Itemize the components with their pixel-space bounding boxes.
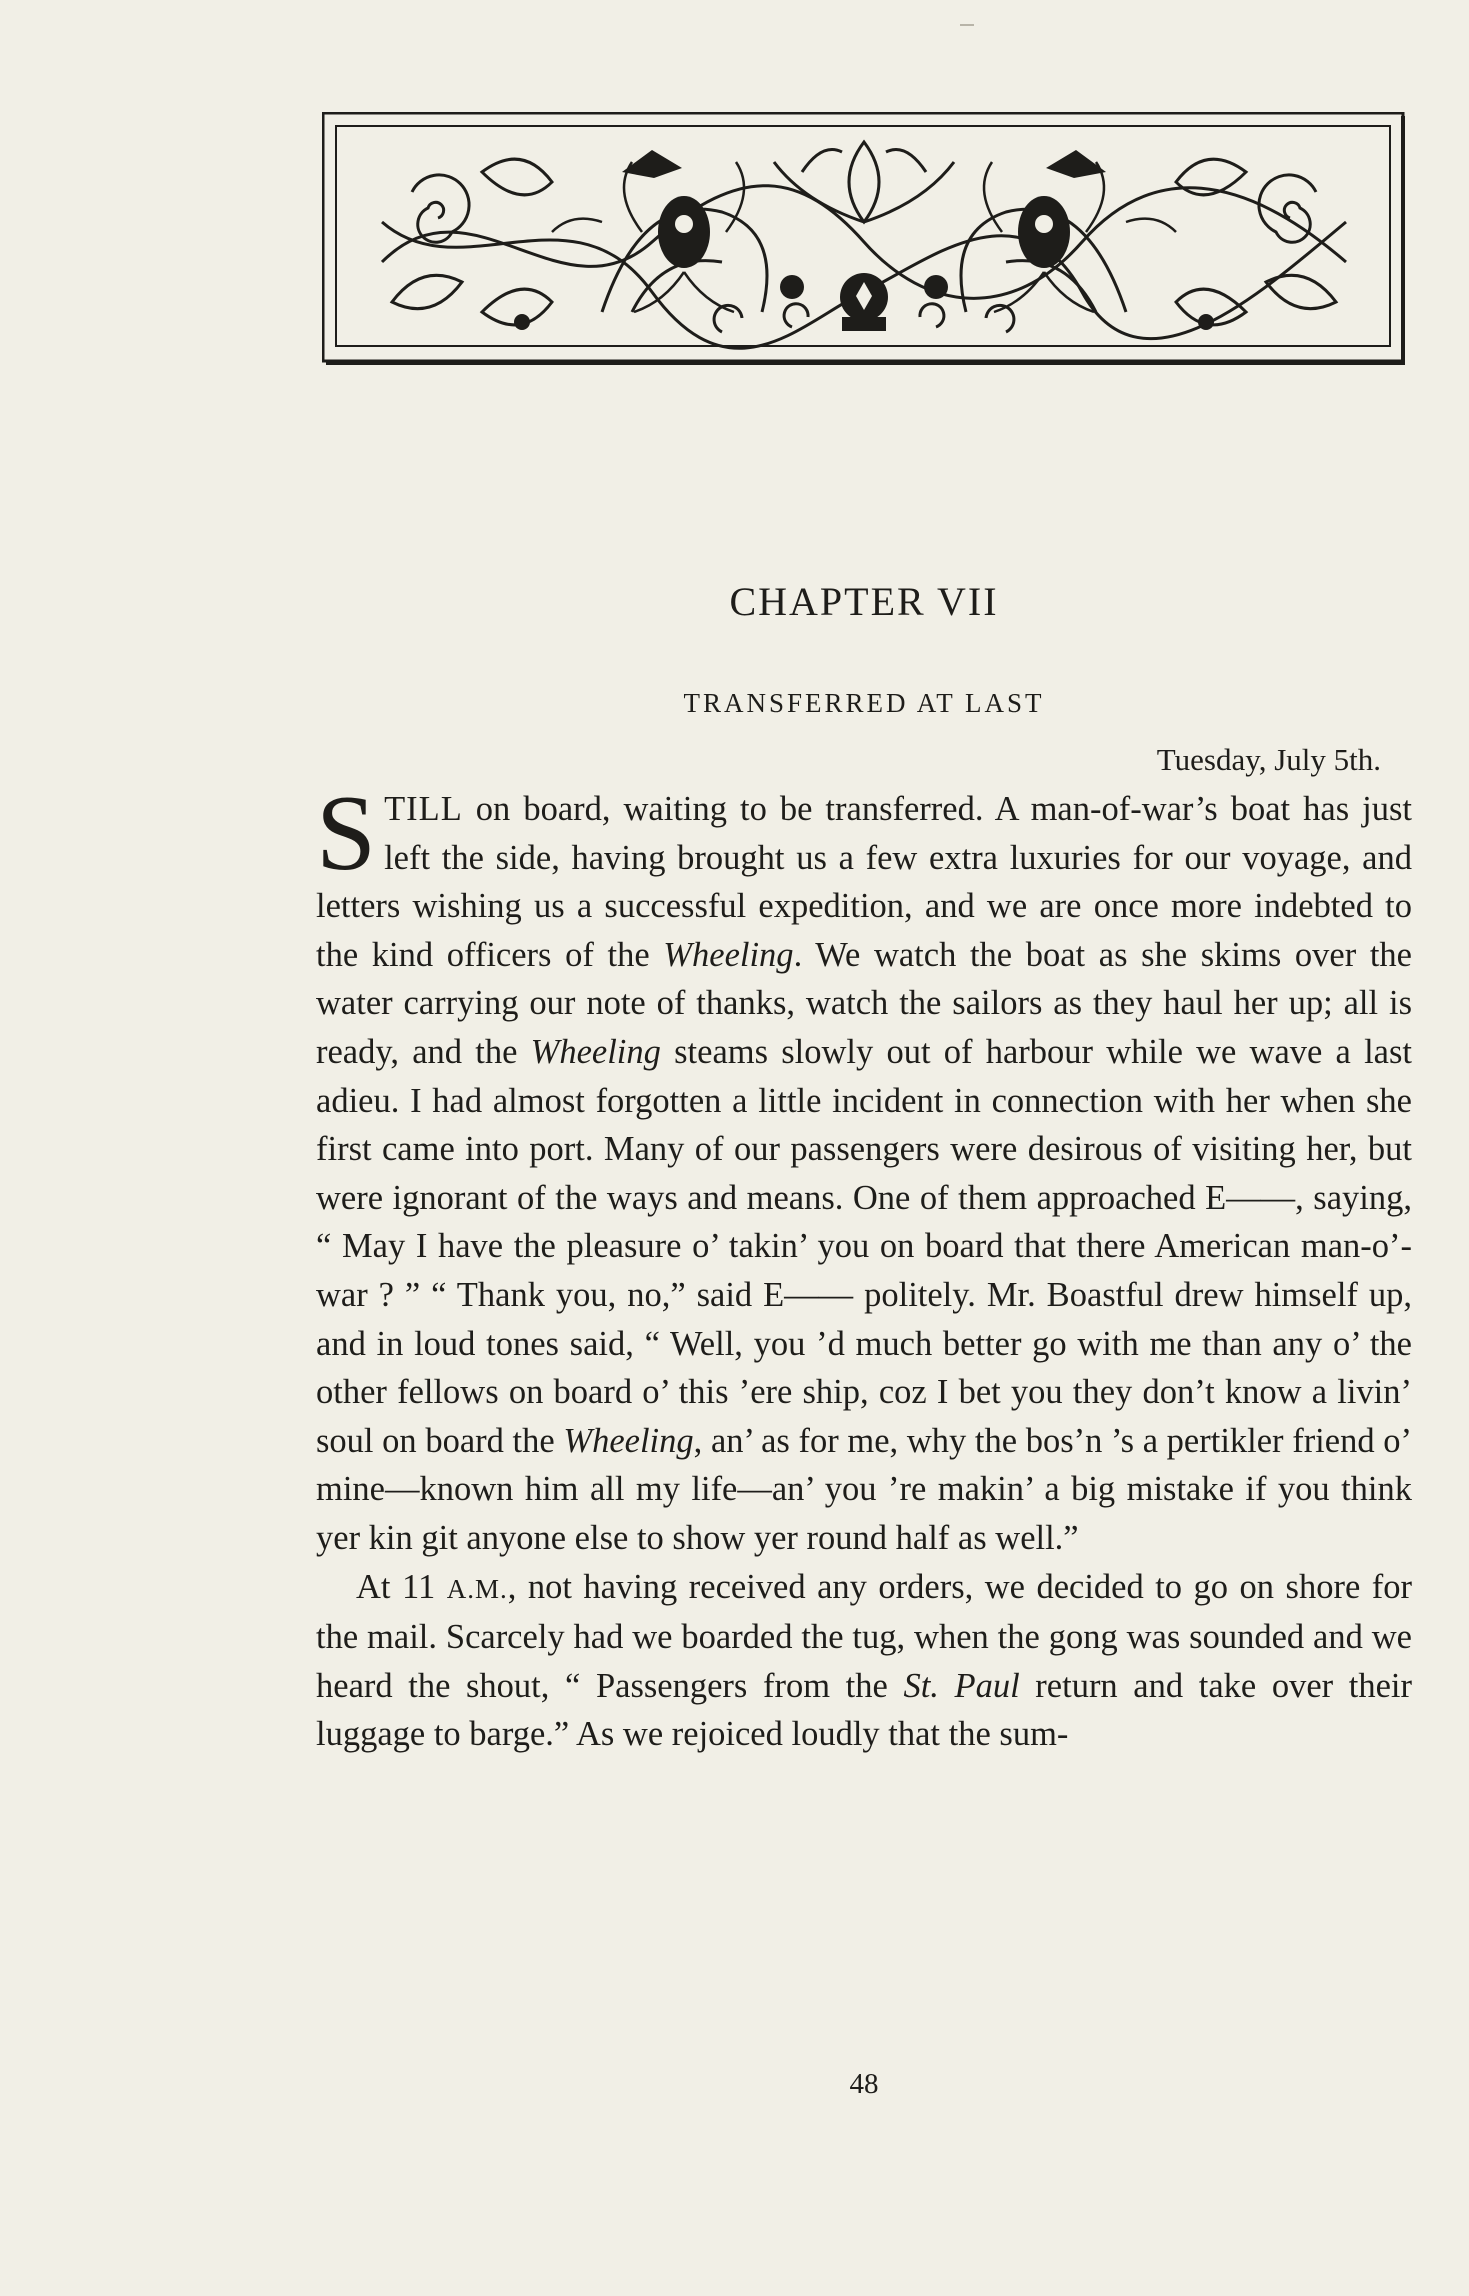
opening-word: TILL bbox=[384, 790, 463, 828]
paragraph-2-text-1: At 11 bbox=[356, 1567, 447, 1606]
ship-name: Wheeling bbox=[530, 1032, 661, 1071]
paragraph-1-text-2: . We watch the boat as she skims over the water carrying our note of thanks, watch the sailors as they haul her up; all is ready, and the bbox=[316, 935, 1412, 1071]
body-text bbox=[316, 774, 1412, 1759]
ship-name: St. Paul bbox=[903, 1666, 1020, 1705]
paragraph-1-text-3: steams slowly out of harbour while we wave a last adieu. I had almost forgotten a little incident in connection with her when she first came into port. Many of our passengers were desirous of visiting her, but were ignorant of the ways and means. One of them approached E——, saying, “ May I have the pleasure o’ takin’ you on board that there American man-o’-war ? ” “ Thank you, no,” said E—— politely. Mr. Boastful drew himself up, and in loud tones said, “ Well, you ’d much better go with me than any o’ the other fellows on board o’ this ’ere ship, coz I bet you they don’t know a livin’ soul on board the bbox=[316, 1032, 1412, 1460]
time-marker: A.M. bbox=[446, 1573, 508, 1604]
paragraph-2-text-2: , not having received any orders, we decided to go on shore for the mail. Scarcely had we boarded the tug, when the gong was sounded and we heard the shout, “ Passengers from the bbox=[316, 1567, 1412, 1705]
paragraph-1-text-1: on board, waiting to be transferred. A man-of-war’s boat has just left the side, having brought us a few extra luxuries for our voyage, and letters wishing us a successful expedition, and we are once more indebted to the kind officers of the bbox=[316, 790, 1412, 974]
floral-headpiece-icon bbox=[322, 112, 1406, 366]
ship-name: Wheeling bbox=[563, 1421, 694, 1460]
page-number: 48 bbox=[849, 2068, 879, 2100]
dateline: Tuesday, July 5th. bbox=[1156, 742, 1381, 777]
paragraph-1 bbox=[316, 774, 1412, 1563]
page-edge-mark bbox=[960, 24, 974, 26]
paragraph-2-text-3: return and take over their luggage to barge.” As we rejoiced loudly that the sum- bbox=[316, 1666, 1412, 1754]
chapter-subtitle: TRANSFERRED AT LAST bbox=[683, 688, 1045, 718]
ship-name: Wheeling bbox=[663, 935, 794, 974]
paragraph-2 bbox=[316, 1563, 1412, 1759]
paragraph-1-text-4: , an’ as for me, why the bos’n ’s a pertikler friend o’ mine—known him all my life—an’ you ’re makin’ a big mistake if you think yer kin git anyone else to show yer round half as well.” bbox=[316, 1421, 1412, 1557]
drop-cap: S bbox=[316, 774, 377, 893]
chapter-title: CHAPTER VII bbox=[729, 579, 999, 624]
